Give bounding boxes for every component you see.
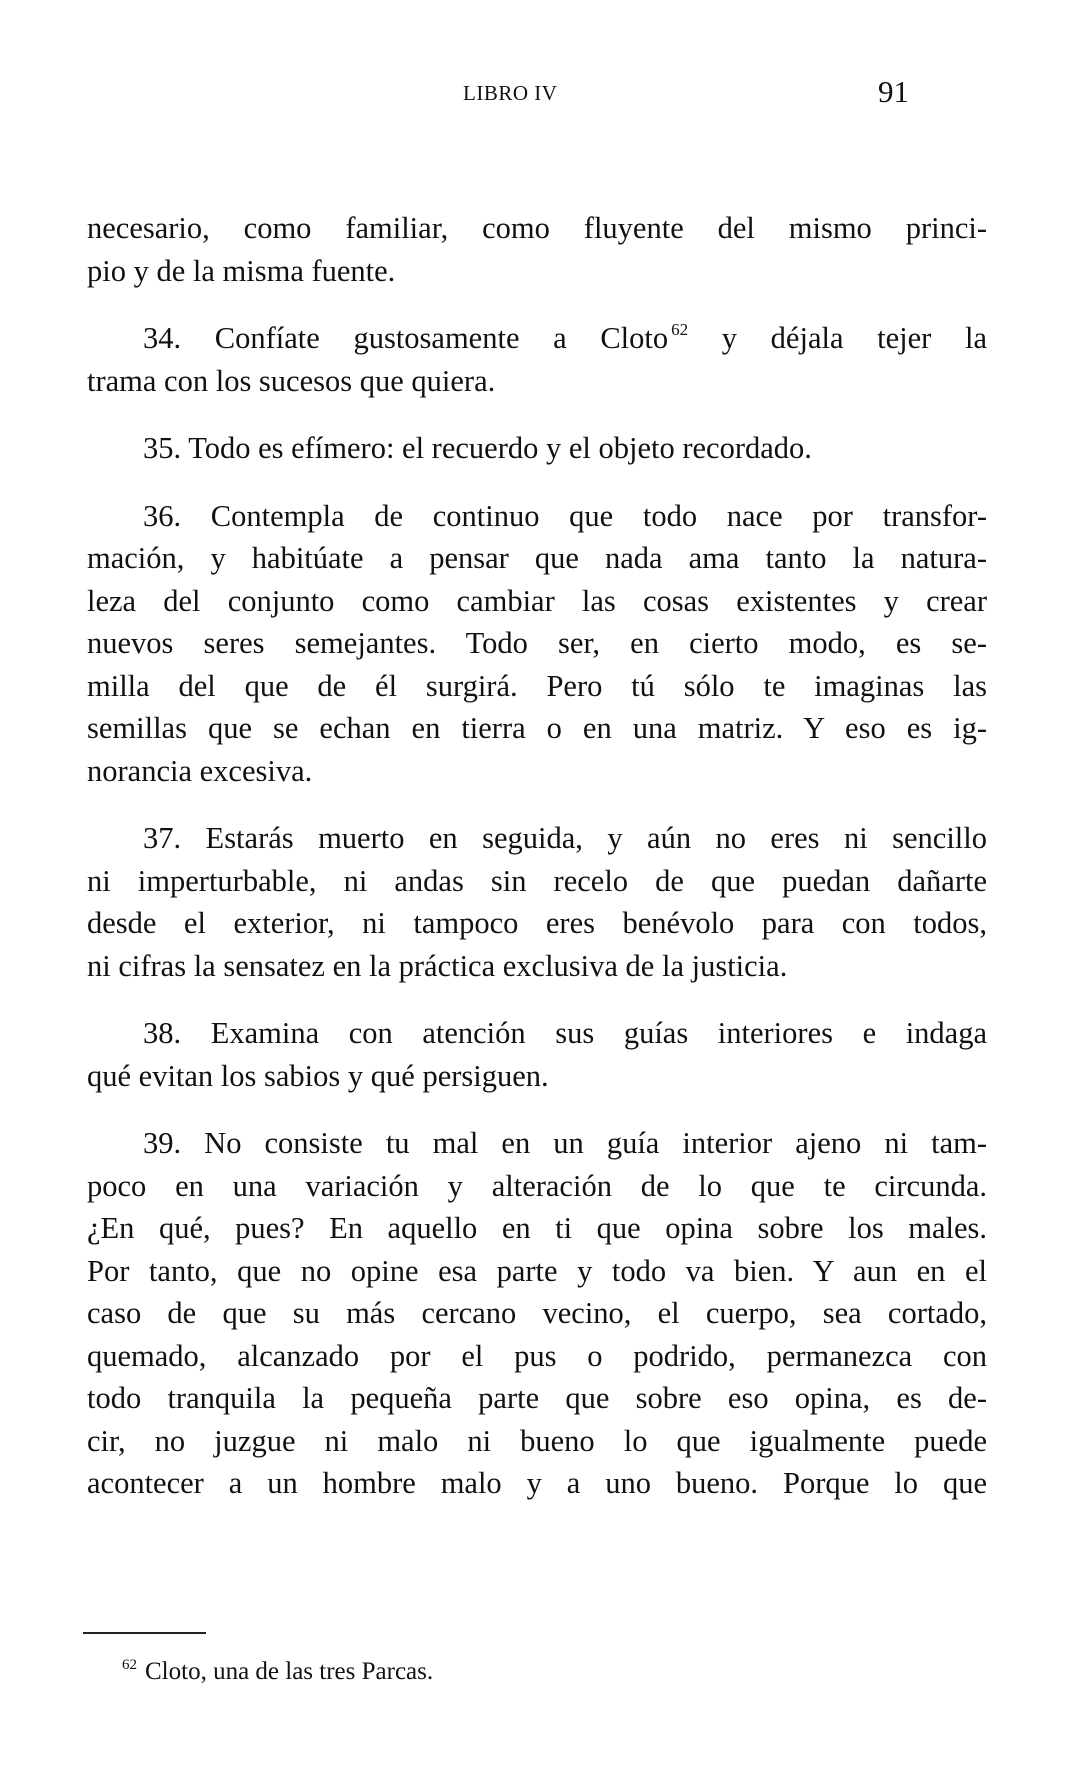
running-title: LIBRO IV bbox=[463, 81, 558, 105]
text-line: 39. No consiste tu mal en un guía interior ajeno ni tam- bbox=[143, 1126, 987, 1160]
text-line: 35. Todo es efímero: el recuerdo y el objeto recordado. bbox=[143, 431, 812, 465]
paragraph-35 bbox=[87, 427, 987, 470]
paragraph-36 bbox=[87, 495, 987, 793]
paragraph-34 bbox=[87, 317, 987, 402]
text-line: todo tranquila la pequeña parte que sobre eso opina, es de- bbox=[87, 1381, 987, 1415]
running-head bbox=[0, 74, 1080, 110]
text-line: Por tanto, que no opine esa parte y todo va bien. Y aun en el bbox=[87, 1253, 987, 1288]
text-line: nuevos seres semejantes. Todo ser, en cierto modo, es se- bbox=[87, 626, 987, 660]
text-line: poco en una variación y alteración de lo que te circunda. bbox=[87, 1168, 987, 1203]
text-line: quemado, alcanzado por el pus o podrido, permanezca con bbox=[87, 1338, 987, 1373]
text-line: pio y de la misma fuente. bbox=[87, 253, 396, 288]
text-line: 36. Contempla de continuo que todo nace por transfor- bbox=[143, 498, 987, 533]
page-number: 91 bbox=[878, 74, 909, 109]
text-line: norancia excesiva. bbox=[87, 753, 313, 788]
text-line: caso de que su más cercano vecino, el cuerpo, sea cortado, bbox=[87, 1296, 987, 1330]
text-line: leza del conjunto como cambiar las cosas existentes y crear bbox=[87, 583, 987, 618]
text-line: ni cifras la sensatez en la práctica exclusiva de la justicia. bbox=[87, 948, 788, 983]
text-line: trama con los sucesos que quiera. bbox=[87, 363, 496, 398]
text-line: ¿En qué, pues? En aquello en ti que opina sobre los males. bbox=[87, 1211, 987, 1245]
paragraph-37 bbox=[87, 817, 987, 987]
text-line: necesario, como familiar, como fluyente del mismo princi- bbox=[87, 211, 987, 245]
footnote-divider bbox=[83, 1632, 206, 1634]
footnote-text: Cloto, una de las tres Parcas. bbox=[145, 1658, 434, 1685]
text-segment: 34. Confíate gustosamente a Cloto bbox=[143, 321, 669, 355]
text-line: milla del que de él surgirá. Pero tú sólo te imaginas las bbox=[87, 668, 987, 703]
text-line: 38. Examina con atención sus guías interiores e indaga bbox=[143, 1016, 987, 1050]
text-line: 37. Estarás muerto en seguida, y aún no eres ni sencillo bbox=[143, 821, 987, 855]
body-text bbox=[87, 207, 987, 1530]
text-line: cir, no juzgue ni malo ni bueno lo que igualmente puede bbox=[87, 1423, 987, 1458]
text-line: qué evitan los sabios y qué persiguen. bbox=[87, 1058, 549, 1093]
paragraph-38 bbox=[87, 1012, 987, 1097]
footnote-number: 62 bbox=[122, 1657, 137, 1673]
footnote bbox=[122, 1657, 433, 1687]
text-line: desde el exterior, ni tampoco eres benévolo para con todos, bbox=[87, 906, 987, 940]
text-line: semillas que se echan en tierra o en una matriz. Y eso es ig- bbox=[87, 711, 987, 745]
text-line bbox=[87, 317, 987, 360]
paragraph-continuation bbox=[87, 207, 987, 292]
paragraph-39 bbox=[87, 1122, 987, 1505]
text-line: acontecer a un hombre malo y a uno bueno. Porque lo que bbox=[87, 1466, 987, 1500]
text-line: ni imperturbable, ni andas sin recelo de que puedan dañarte bbox=[87, 863, 987, 898]
text-line: mación, y habitúate a pensar que nada ama tanto la natura- bbox=[87, 541, 987, 575]
footnote-ref[interactable]: 62 bbox=[671, 320, 689, 339]
text-segment: y déjala tejer la bbox=[688, 321, 987, 355]
